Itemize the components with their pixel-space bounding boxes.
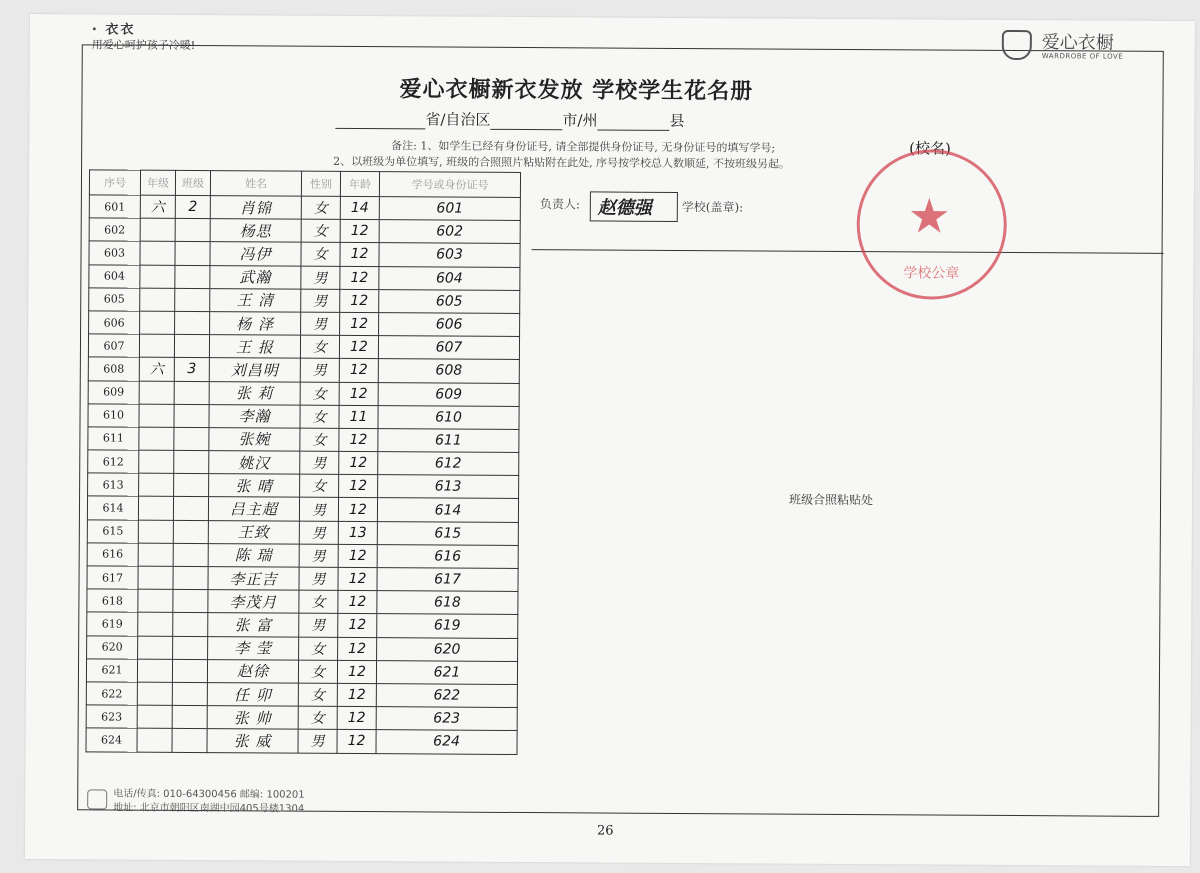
cell-class <box>175 288 210 311</box>
cell-no: 620 <box>87 635 138 658</box>
cell-id: 618 <box>377 591 518 615</box>
stamp-text: 学校公章 <box>903 265 960 282</box>
student-roster-table <box>85 169 521 754</box>
cell-grade <box>138 589 173 612</box>
cell-grade <box>140 288 175 311</box>
cell-id: 605 <box>379 289 520 313</box>
table-row <box>88 427 519 453</box>
cell-no: 605 <box>89 288 140 311</box>
cell-class <box>173 636 208 659</box>
form-title: 爱心衣橱新衣发放 学校学生花名册 <box>399 77 754 105</box>
cell-no: 616 <box>87 543 138 566</box>
cell-class <box>174 450 209 473</box>
slogan-text: 用爱心呵护孩子冷暖! <box>91 38 196 53</box>
cell-sex: 男 <box>299 567 338 590</box>
cell-class <box>172 682 207 705</box>
province-blank <box>335 116 425 130</box>
cell-sex: 男 <box>298 729 337 752</box>
location-line <box>335 108 684 131</box>
cell-id: 621 <box>376 660 517 684</box>
cell-no: 622 <box>86 682 137 705</box>
cell-sex: 男 <box>299 614 338 637</box>
cell-sex: 女 <box>301 219 340 242</box>
cell-name: 李正吉 <box>208 567 299 591</box>
cell-age: 12 <box>340 243 379 266</box>
cell-age: 12 <box>337 683 376 706</box>
table-row <box>87 635 518 661</box>
cell-class <box>175 242 210 265</box>
cell-class <box>174 474 209 497</box>
cell-sex: 女 <box>301 243 340 266</box>
responsible-signature: 赵德强 <box>597 197 652 219</box>
county-blank <box>597 117 669 130</box>
cell-age: 12 <box>338 591 377 614</box>
cell-sex: 女 <box>300 474 339 497</box>
cell-name: 吕主超 <box>208 497 299 521</box>
cell-id: 610 <box>378 405 519 429</box>
cell-class: 2 <box>175 195 210 218</box>
cell-age: 12 <box>340 312 379 335</box>
cell-grade <box>138 520 173 543</box>
cell-id: 617 <box>377 568 518 592</box>
table-row <box>88 473 519 499</box>
remark-line-2: 2、以班级为单位填写, 班级的合照照片粘贴附在此处, 序号按学校总人数顺延, 不按班级另起。 <box>333 154 791 171</box>
signature-row <box>532 189 1164 254</box>
cell-no: 606 <box>89 311 140 334</box>
cell-grade: 六 <box>139 357 174 380</box>
table-row <box>88 357 519 383</box>
cell-id: 611 <box>378 429 519 453</box>
cell-id: 623 <box>376 707 517 731</box>
cell-grade <box>137 659 172 682</box>
table-row <box>88 380 519 406</box>
cell-name: 刘昌明 <box>209 358 300 382</box>
province-label: 省/自治区 <box>425 110 491 129</box>
cell-class <box>174 335 209 358</box>
header-no: 序号 <box>89 170 140 195</box>
brand-name: 爱心衣橱 <box>1041 32 1114 54</box>
cell-no: 621 <box>86 659 137 682</box>
header-age: 年龄 <box>340 171 379 196</box>
cell-class <box>173 497 208 520</box>
cell-sex: 女 <box>301 196 340 219</box>
footer-logo-icon <box>87 789 107 809</box>
cell-age: 12 <box>338 567 377 590</box>
table-row <box>87 496 518 522</box>
cell-no: 618 <box>87 589 138 612</box>
cell-name: 张 富 <box>208 613 299 637</box>
responsible-label: 负责人: <box>539 197 580 212</box>
cell-class <box>173 566 208 589</box>
page-number: 26 <box>596 823 614 839</box>
cell-name: 李瀚 <box>209 404 300 428</box>
cell-no: 602 <box>89 218 140 241</box>
cell-name: 冯伊 <box>210 242 301 266</box>
footer-contact <box>87 787 305 815</box>
cell-no: 609 <box>88 380 139 403</box>
cell-grade <box>138 543 173 566</box>
cell-age: 12 <box>340 289 379 312</box>
cell-id: 603 <box>379 243 520 267</box>
cell-no: 623 <box>86 705 137 728</box>
cell-no: 624 <box>86 728 137 751</box>
cell-class <box>175 265 210 288</box>
cell-no: 612 <box>88 450 139 473</box>
cell-no: 608 <box>88 357 139 380</box>
cell-no: 601 <box>89 195 140 218</box>
cell-name: 王致 <box>208 520 299 544</box>
city-label: 市/州 <box>562 111 598 130</box>
remarks <box>333 138 791 172</box>
table-row <box>89 264 520 290</box>
cell-grade <box>139 427 174 450</box>
table-row <box>88 404 519 430</box>
cell-age: 12 <box>337 660 376 683</box>
cell-sex: 男 <box>301 289 340 312</box>
cell-class <box>174 404 209 427</box>
cell-id: 613 <box>378 475 519 499</box>
cell-name: 王 清 <box>210 288 301 312</box>
cell-id: 606 <box>379 313 520 337</box>
school-stamp <box>856 149 1007 300</box>
cell-id: 607 <box>378 336 519 360</box>
footer-phone: 电话/传真: 010-64300456 邮编: 100201 <box>113 788 305 801</box>
cell-sex: 男 <box>300 451 339 474</box>
table-row <box>89 241 520 267</box>
cell-grade <box>139 473 174 496</box>
table-row <box>87 612 518 638</box>
cell-age: 12 <box>338 637 377 660</box>
cell-name: 张 帅 <box>207 706 298 730</box>
cell-class <box>173 613 208 636</box>
school-seal-label: 学校(盖章): <box>681 199 744 215</box>
cell-sex: 女 <box>299 637 338 660</box>
school-name-label: (校名) <box>909 139 951 158</box>
table-row <box>86 728 517 754</box>
cell-id: 609 <box>378 382 519 406</box>
cell-name: 杨 泽 <box>210 312 301 336</box>
cell-name: 张 莉 <box>209 381 300 405</box>
cell-grade <box>138 497 173 520</box>
cell-id: 614 <box>377 498 518 522</box>
cell-grade <box>138 613 173 636</box>
cell-age: 12 <box>339 428 378 451</box>
cell-class <box>172 729 207 752</box>
cell-age: 11 <box>339 405 378 428</box>
cell-age: 12 <box>338 498 377 521</box>
cell-no: 617 <box>87 566 138 589</box>
table-row <box>87 589 518 615</box>
cell-name: 姚汉 <box>209 451 300 475</box>
table-row <box>87 519 518 545</box>
cell-age: 12 <box>339 382 378 405</box>
table-row <box>87 543 518 569</box>
header-sex: 性别 <box>301 171 340 196</box>
cell-no: 607 <box>88 334 139 357</box>
cell-age: 12 <box>338 614 377 637</box>
cell-class <box>173 520 208 543</box>
cell-age: 13 <box>338 521 377 544</box>
cell-class <box>173 590 208 613</box>
cell-id: 604 <box>379 266 520 290</box>
cell-grade <box>140 218 175 241</box>
slogan-mark: · 衣衣 <box>91 22 136 38</box>
cell-id: 624 <box>376 730 517 754</box>
stamp-star-icon: ★ <box>907 188 951 245</box>
cell-no: 604 <box>89 264 140 287</box>
cell-id: 620 <box>377 637 518 661</box>
remark-line-1: 备注: 1、如学生已经有身份证号, 请全部提供身份证号, 无身份证号的填写学号; <box>391 139 776 155</box>
table-row <box>89 288 520 314</box>
cell-grade <box>139 381 174 404</box>
cell-age: 12 <box>339 336 378 359</box>
cell-grade <box>137 682 172 705</box>
cell-grade <box>139 404 174 427</box>
cell-age: 12 <box>337 730 376 753</box>
cell-age: 12 <box>337 707 376 730</box>
table-row <box>89 195 520 221</box>
cell-class <box>173 543 208 566</box>
cell-id: 601 <box>379 197 520 221</box>
cell-class <box>174 381 209 404</box>
cell-id: 615 <box>377 521 518 545</box>
document-page <box>25 14 1195 866</box>
cell-age: 12 <box>340 266 379 289</box>
cell-sex: 女 <box>298 683 337 706</box>
cell-grade <box>139 334 174 357</box>
cell-sex: 男 <box>299 521 338 544</box>
cell-name: 武瀚 <box>210 265 301 289</box>
cell-sex: 男 <box>299 544 338 567</box>
cell-sex: 女 <box>300 405 339 428</box>
brand-name-en: WARDROBE OF LOVE <box>1041 52 1124 61</box>
table-row <box>86 705 517 731</box>
table-body <box>86 195 520 754</box>
cell-name: 杨思 <box>210 219 301 243</box>
cell-id: 602 <box>379 220 520 244</box>
cell-sex: 女 <box>300 335 339 358</box>
cell-sex: 男 <box>299 498 338 521</box>
table-row <box>87 566 518 592</box>
cell-id: 622 <box>376 684 517 708</box>
cell-age: 12 <box>340 220 379 243</box>
county-label: 县 <box>669 111 685 130</box>
table-row <box>88 450 519 476</box>
cell-grade <box>137 728 172 751</box>
header-class: 班级 <box>175 170 210 195</box>
cell-sex: 女 <box>300 382 339 405</box>
cell-no: 611 <box>88 427 139 450</box>
cell-sex: 男 <box>300 358 339 381</box>
cell-name: 李茂月 <box>208 590 299 614</box>
cell-class <box>174 427 209 450</box>
cell-age: 12 <box>338 544 377 567</box>
cell-no: 603 <box>89 241 140 264</box>
cell-class <box>172 706 207 729</box>
cell-sex: 女 <box>298 706 337 729</box>
cell-name: 张 晴 <box>209 474 300 498</box>
cell-age: 14 <box>340 196 379 219</box>
table-row <box>86 659 517 685</box>
cell-sex: 女 <box>300 428 339 451</box>
cell-name: 赵徐 <box>207 659 298 683</box>
cell-id: 608 <box>378 359 519 383</box>
table-row <box>89 218 520 244</box>
cell-grade <box>138 636 173 659</box>
brand-logo <box>1002 24 1152 69</box>
cell-no: 613 <box>88 473 139 496</box>
cell-age: 12 <box>339 359 378 382</box>
table-row <box>86 682 517 708</box>
cell-name: 王 报 <box>209 335 300 359</box>
cell-grade <box>140 242 175 265</box>
cell-id: 612 <box>378 452 519 476</box>
header-name: 姓名 <box>210 171 301 197</box>
table-row <box>89 311 520 337</box>
cell-name: 张 威 <box>207 729 298 753</box>
cell-grade: 六 <box>140 195 175 218</box>
cell-grade <box>140 265 175 288</box>
cell-class <box>175 219 210 242</box>
class-photo-area-label: 班级合照粘贴处 <box>789 492 874 508</box>
cell-class <box>172 659 207 682</box>
cell-sex: 男 <box>301 312 340 335</box>
cell-name: 张婉 <box>209 427 300 451</box>
cell-no: 614 <box>87 496 138 519</box>
footer-address: 地址: 北京市朝阳区南湖中园405号楼1304 <box>113 802 305 815</box>
table-header-row <box>89 170 520 198</box>
cell-name: 李 莹 <box>208 636 299 660</box>
cell-grade <box>137 705 172 728</box>
header-id: 学号或身份证号 <box>379 172 520 198</box>
cell-id: 619 <box>377 614 518 638</box>
cell-name: 任 卯 <box>207 683 298 707</box>
wardrobe-heart-icon <box>1002 30 1032 60</box>
cell-no: 610 <box>88 404 139 427</box>
cell-sex: 男 <box>301 266 340 289</box>
header-grade: 年级 <box>140 170 175 195</box>
cell-no: 619 <box>87 612 138 635</box>
cell-age: 12 <box>339 475 378 498</box>
cell-sex: 女 <box>298 660 337 683</box>
cell-grade <box>138 566 173 589</box>
cell-age: 12 <box>339 451 378 474</box>
cell-id: 616 <box>377 544 518 568</box>
table-row <box>88 334 519 360</box>
cell-grade <box>140 311 175 334</box>
city-blank <box>490 117 562 130</box>
cell-grade <box>139 450 174 473</box>
cell-class <box>175 311 210 334</box>
cell-sex: 女 <box>299 590 338 613</box>
cell-name: 肖锦 <box>210 196 301 220</box>
cell-name: 陈 瑞 <box>208 543 299 567</box>
cell-class: 3 <box>174 358 209 381</box>
cell-no: 615 <box>87 519 138 542</box>
